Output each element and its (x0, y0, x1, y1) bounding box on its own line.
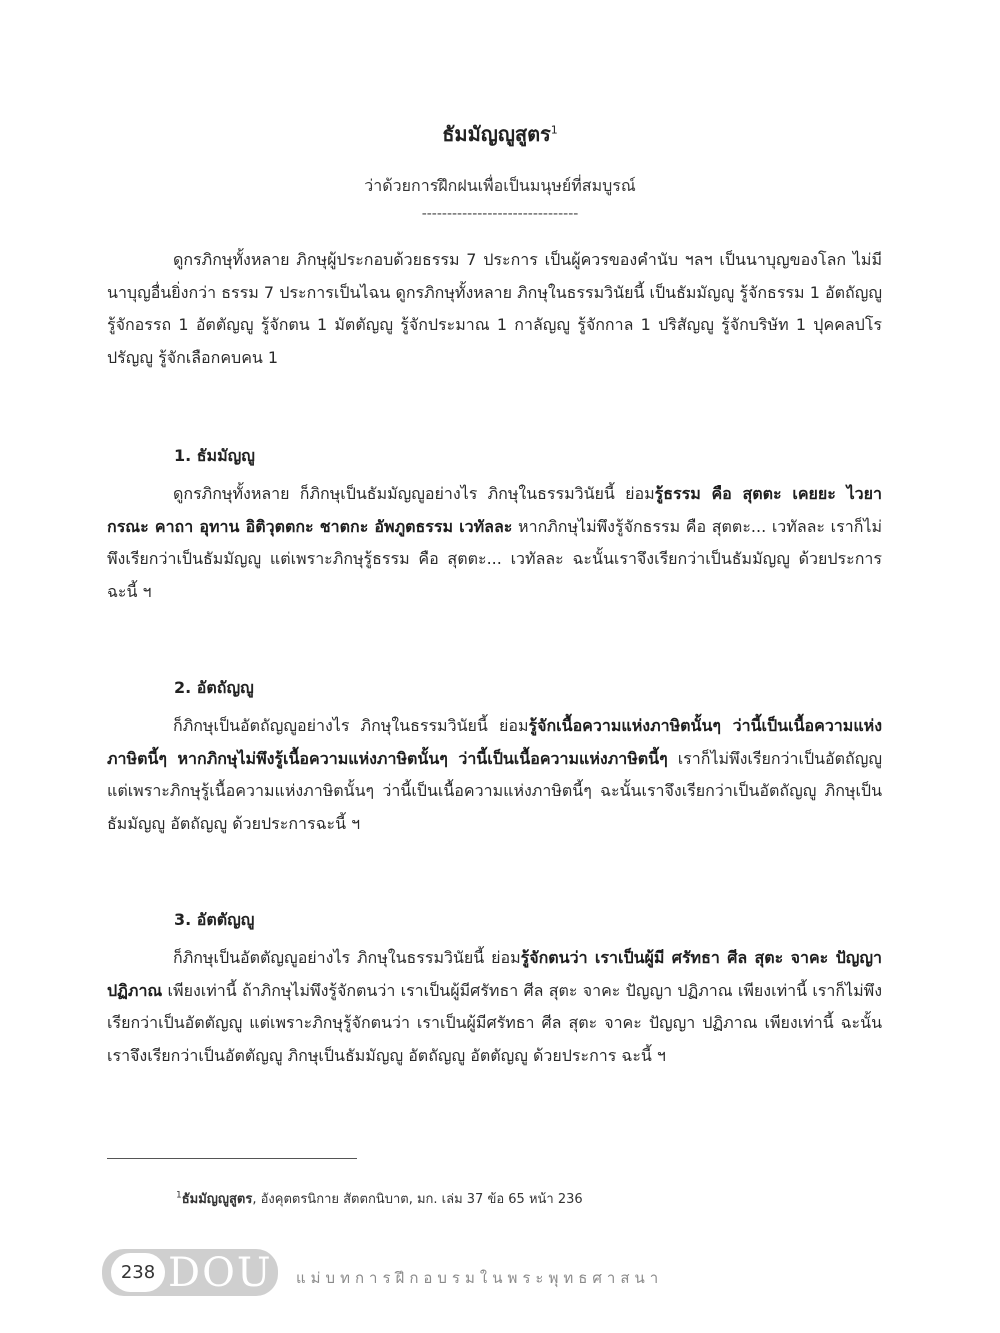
separator-line: ------------------------------- (421, 206, 579, 222)
intro-paragraph: ดูกรภิกษุทั้งหลาย ภิกษุผู้ประกอบด้วยธรรม 7 ประการ เป็นผู้ควรของคำนับ ฯลฯ เป็นนาบุญของโลก ไม่มีนาบุญอื่นยิ่งกว่า ธรรม 7 ประการเป็นไฉน ดูกรภิกษุทั้งหลาย ภิกษุในธรรมวินัยนี้ เป็นธัมมัญญู รู้จักธรรม 1 อัตถัญญู รู้จักอรรถ 1 อัตตัญญู รู้จักตน 1 มัตตัญญู รู้จักประมาณ 1 กาลัญญู รู้จักกาล 1 ปริสัญญู รู้จักบริษัท 1 ปุคคลปโรปรัญญู รู้จักเลือกคบคน 1 (107, 250, 883, 367)
page-title: ธัมมัญญูสูตร$^1$ (442, 122, 558, 146)
section-heading-attannu: 3. อัตตัญญู (174, 910, 255, 929)
footnote-divider (107, 1158, 357, 1159)
section-paragraph-dhammannu: ดูกรภิกษุทั้งหลาย ก็ภิกษุเป็นธัมมัญญูอย่างไร ภิกษุในธรรมวินัยนี้ ย่อมรู้ธรรม คือ สุตตะ เคยยะ ไวยากรณะ คาถา อุทาน อิติวุตตกะ ชาตกะ อัพภูตธรรม เวทัลละ หากภิกษุไม่พึงรู้จักธรรม คือ สุตตะ... เวทัลละ เราก็ไม่พึงเรียกว่าเป็นธัมมัญญู แต่เพราะภิกษุรู้ธรรม คือ สุตตะ... เวทัลละ ฉะนั้นเราจึงเรียกว่าเป็นธัมมัญญู ด้วยประการฉะนี้ ฯ (107, 484, 883, 601)
page-number: 238 (111, 1253, 165, 1292)
section-paragraph-atthannu: ก็ภิกษุเป็นอัตถัญญูอย่างไร ภิกษุในธรรมวินัยนี้ ย่อมรู้จักเนื้อความแห่งภาษิตนั้นๆ ว่านี้เป็นเนื้อความแห่งภาษิตนี้ๆ หากภิกษุไม่พึงรู้เนื้อความแห่งภาษิตนั้นๆ ว่านี้เป็นเนื้อความแห่งภาษิตนี้ๆ เราก็ไม่พึงเรียกว่าเป็นอัตถัญญู แต่เพราะภิกษุรู้เนื้อความแห่งภาษิตนั้นๆ ว่านี้เป็นเนื้อความแห่งภาษิตนี้ๆ ฉะนั้นเราจึงเรียกว่าเป็นอัตถัญญู ภิกษุเป็นธัมมัญญู อัตถัญญู ด้วยประการฉะนี้ ฯ (107, 716, 883, 833)
section-heading-atthannu: 2. อัตถัญญู (174, 678, 254, 697)
section-heading-dhammannu: 1. ธัมมัญญู (174, 446, 255, 465)
course-title: แม่บทการฝึกอบรมในพระพุทธศาสนา (296, 1269, 664, 1287)
footnote: $^1$ธัมมัญญูสูตร, อังคุตตรนิกาย สัตตกนิบาต, มก. เล่ม 37 ข้อ 65 หน้า 236 (176, 1190, 583, 1207)
dou-logo: DOU (168, 1250, 273, 1296)
title-footnote-mark: 1 (550, 123, 558, 137)
footnote-mark: 1 (176, 1190, 182, 1201)
section-paragraph-attannu: ก็ภิกษุเป็นอัตตัญญูอย่างไร ภิกษุในธรรมวินัยนี้ ย่อมรู้จักตนว่า เราเป็นผู้มี ศรัทธา ศีล สุตะ จาคะ ปัญญา ปฏิภาณ เพียงเท่านี้ ถ้าภิกษุไม่พึงรู้จักตนว่า เราเป็นผู้มีศรัทธา ศีล สุตะ จาคะ ปัญญา ปฏิภาณ เพียงเท่านี้ เราก็ไม่พึงเรียกว่าเป็นอัตตัญญู แต่เพราะภิกษุรู้จักตนว่า เราเป็นผู้มีศรัทธา ศีล สุตะ จาคะ ปัญญา ปฏิภาณ เพียงเท่านี้ ฉะนั้น เราจึงเรียกว่าเป็นอัตตัญญู ภิกษุเป็นธัมมัญญู อัตถัญญู อัตตัญญู ด้วยประการ ฉะนี้ ฯ (107, 948, 882, 1065)
page-subtitle: ว่าด้วยการฝึกฝนเพื่อเป็นมนุษย์ที่สมบูรณ์ (364, 176, 636, 195)
